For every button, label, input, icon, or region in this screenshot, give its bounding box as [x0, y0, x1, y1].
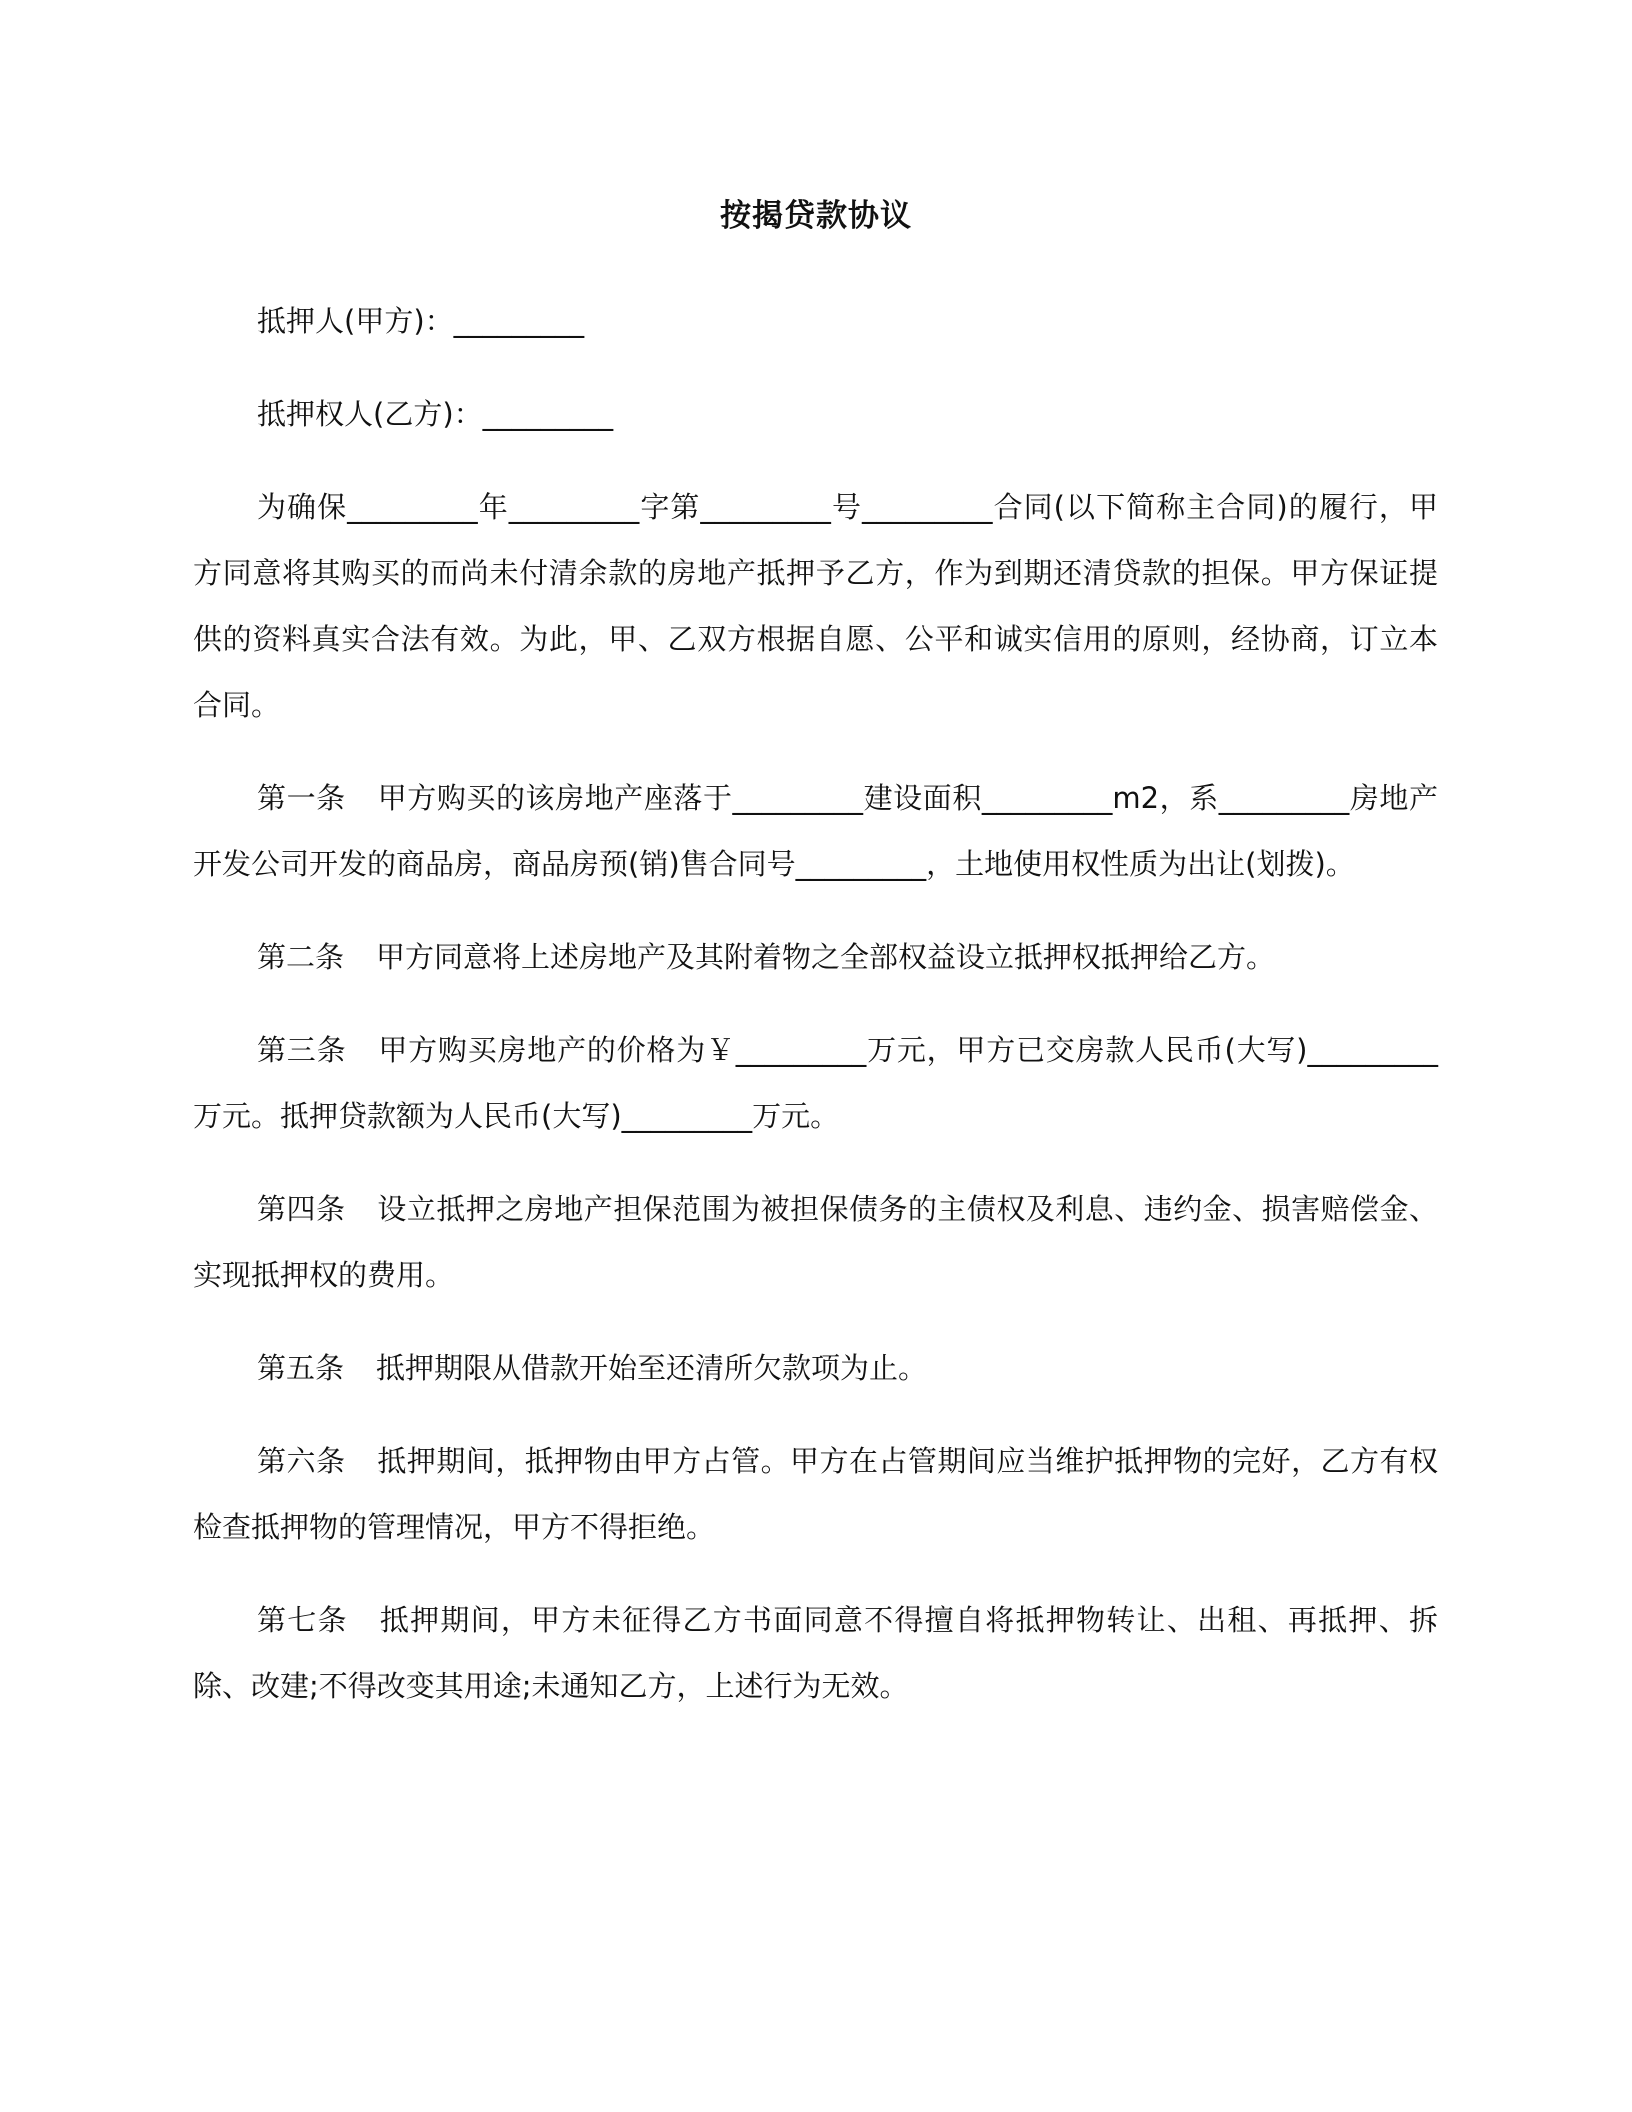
article-3: [193, 1017, 1438, 1149]
article-text: 设立抵押之房地产担保范围为被担保债务的主债权及利息、违约金、损害赔偿金、实现抵押权的费用。: [193, 1192, 1438, 1292]
article-number: 第六条: [257, 1444, 346, 1478]
article-2: [193, 924, 1438, 990]
article-5: [193, 1335, 1438, 1401]
article-4: [193, 1176, 1438, 1308]
article-text: 甲方购买房地产的价格为￥_________万元，甲方已交房款人民币(大写)_________万元。抵押贷款额为人民币(大写)_________万元。: [193, 1033, 1438, 1133]
mortgagor-line: 抵押人(甲方)：_________: [257, 304, 585, 338]
article-number: 第三条: [257, 1033, 347, 1067]
article-text: 抵押期间，甲方未征得乙方书面同意不得擅自将抵押物转让、出租、再抵押、拆除、改建;不得改变其用途;未通知乙方，上述行为无效。: [193, 1603, 1438, 1703]
document-body: [193, 288, 1438, 1719]
article-text: 抵押期限从借款开始至还清所欠款项为止。: [376, 1351, 928, 1385]
mortgagee-line: 抵押权人(乙方)：_________: [257, 397, 614, 431]
article-number: 第五条: [257, 1351, 345, 1385]
article-number: 第二条: [257, 940, 345, 974]
article-number: 第一条: [257, 781, 346, 815]
preamble-paragraph: 为确保_________年_________字第_________号_________合同(以下简称主合同)的履行，甲方同意将其购买的而尚未付清余款的房地产抵押予乙方，作为到期还清贷款的担保。甲方保证提供的资料真实合法有效。为此，甲、乙双方根据自愿、公平和诚实信用的原则，经协商，订立本合同。: [193, 490, 1438, 722]
document-title: 按揭贷款协议: [720, 198, 912, 234]
article-text: 甲方购买的该房地产座落于_________建设面积_________m2，系_________房地产开发公司开发的商品房，商品房预(销)售合同号_________，土地使用权性质为出让(划拨)。: [193, 781, 1438, 881]
article-text: 甲方同意将上述房地产及其附着物之全部权益设立抵押权抵押给乙方。: [376, 940, 1276, 974]
article-1: [193, 765, 1438, 897]
article-number: 第四条: [257, 1192, 346, 1226]
article-6: [193, 1428, 1438, 1560]
article-7: [193, 1587, 1438, 1719]
article-number: 第七条: [257, 1603, 348, 1637]
article-text: 抵押期间，抵押物由甲方占管。甲方在占管期间应当维护抵押物的完好，乙方有权检查抵押物的管理情况，甲方不得拒绝。: [193, 1444, 1438, 1544]
